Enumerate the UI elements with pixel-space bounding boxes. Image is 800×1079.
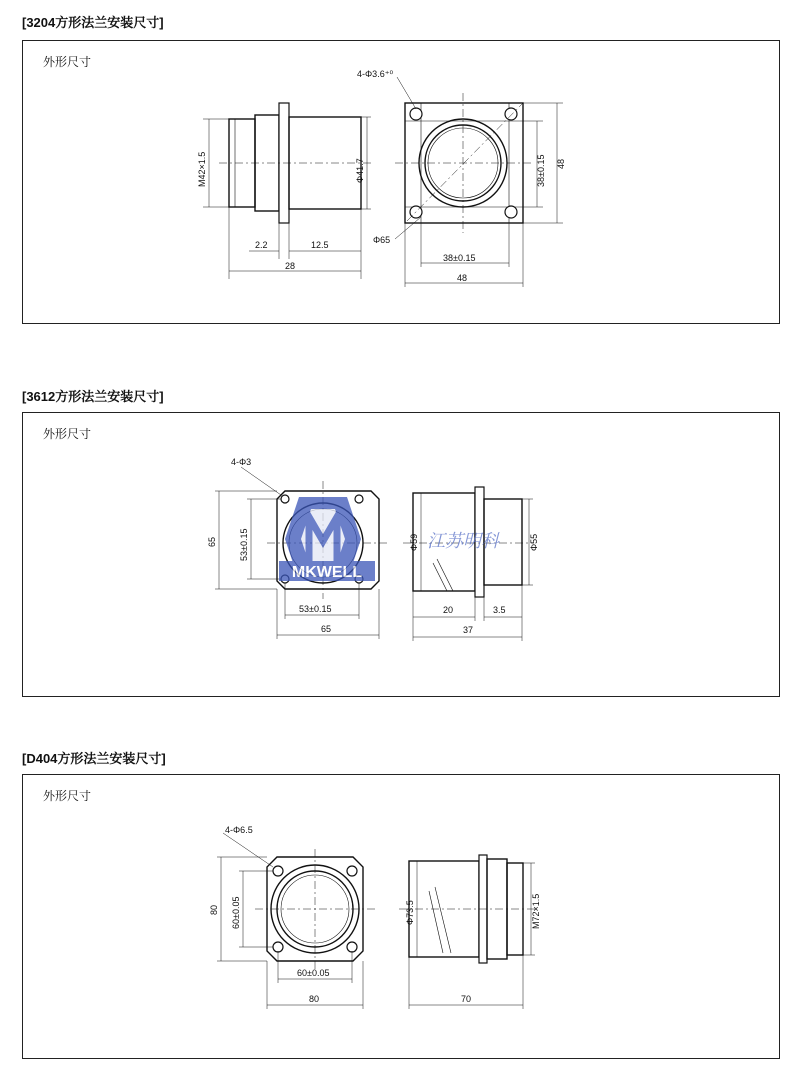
side-view xyxy=(403,487,539,641)
watermark-logo xyxy=(279,497,500,581)
drawing-panel-3204 xyxy=(22,40,780,324)
hole-spacing-h-label: 60±0.05 xyxy=(297,968,330,978)
front-view xyxy=(357,69,566,287)
thread-label: M42×1.5 xyxy=(197,151,207,187)
side-view xyxy=(197,103,373,279)
mount-hole xyxy=(410,108,422,120)
drawing-panel-3612 xyxy=(22,412,780,697)
flange-dia-label: Φ65 xyxy=(373,235,391,245)
body-dia-label: Φ41.7 xyxy=(355,158,365,183)
dim-total-label: 28 xyxy=(285,261,296,271)
flange-h-label: 65 xyxy=(321,624,332,634)
hole-spacing-v-label: 60±0.05 xyxy=(231,896,241,929)
hole-spacing-h-label: 38±0.15 xyxy=(443,253,476,263)
dim-total-label: 37 xyxy=(463,625,474,635)
dim-a-label: 2.2 xyxy=(255,240,268,250)
mount-hole xyxy=(347,942,357,952)
mount-hole xyxy=(347,866,357,876)
hole-spacing-v-label: 53±0.15 xyxy=(239,528,249,561)
flange-v-label: 65 xyxy=(207,536,217,547)
dia-right-label: Φ55 xyxy=(529,533,539,551)
mount-hole xyxy=(505,206,517,218)
dim-total-label: 70 xyxy=(461,994,472,1004)
holes-label: 4-Φ3 xyxy=(231,457,252,467)
hole-spacing-v-label: 38±0.15 xyxy=(536,154,546,187)
dia-left-label: Φ59 xyxy=(409,533,419,551)
flange-v-label: 80 xyxy=(209,904,219,915)
dim-b-label: 3.5 xyxy=(493,605,506,615)
drawing-panel-d404 xyxy=(22,774,780,1059)
drawing-d404 xyxy=(23,775,781,1060)
mount-hole xyxy=(505,108,517,120)
side-view xyxy=(399,855,541,1009)
flange-h-label: 80 xyxy=(309,994,320,1004)
watermark-cn-text: 江苏明科 xyxy=(427,531,499,552)
panel-subtitle: 外形尺寸 xyxy=(43,55,92,69)
drawing-3612 xyxy=(23,413,781,698)
front-view xyxy=(209,825,375,1009)
panel-subtitle: 外形尺寸 xyxy=(43,427,92,441)
section-title-d404: [D404方形法兰安装尺寸] xyxy=(22,751,166,766)
drawing-3204 xyxy=(23,41,781,325)
holes-label: 4-Φ3.6⁺⁰ xyxy=(357,69,394,79)
dim-a-label: 20 xyxy=(443,605,454,615)
thread-label: M72×1.5 xyxy=(531,893,541,929)
section-title-3204: [3204方形法兰安装尺寸] xyxy=(22,15,164,30)
panel-subtitle: 外形尺寸 xyxy=(43,789,92,803)
dim-b-label: 12.5 xyxy=(311,240,329,250)
dia-label: Φ73.5 xyxy=(405,900,415,925)
hole-spacing-h-label: 53±0.15 xyxy=(299,604,332,614)
mount-hole xyxy=(355,495,363,503)
mount-hole xyxy=(273,866,283,876)
flange-v-label: 48 xyxy=(556,158,566,169)
holes-label: 4-Φ6.5 xyxy=(225,825,253,835)
mount-hole xyxy=(281,495,289,503)
flange-h-label: 48 xyxy=(457,273,468,283)
watermark-brand: MKWELL xyxy=(291,564,363,581)
section-title-3612: [3612方形法兰安装尺寸] xyxy=(22,389,164,404)
mount-hole xyxy=(273,942,283,952)
